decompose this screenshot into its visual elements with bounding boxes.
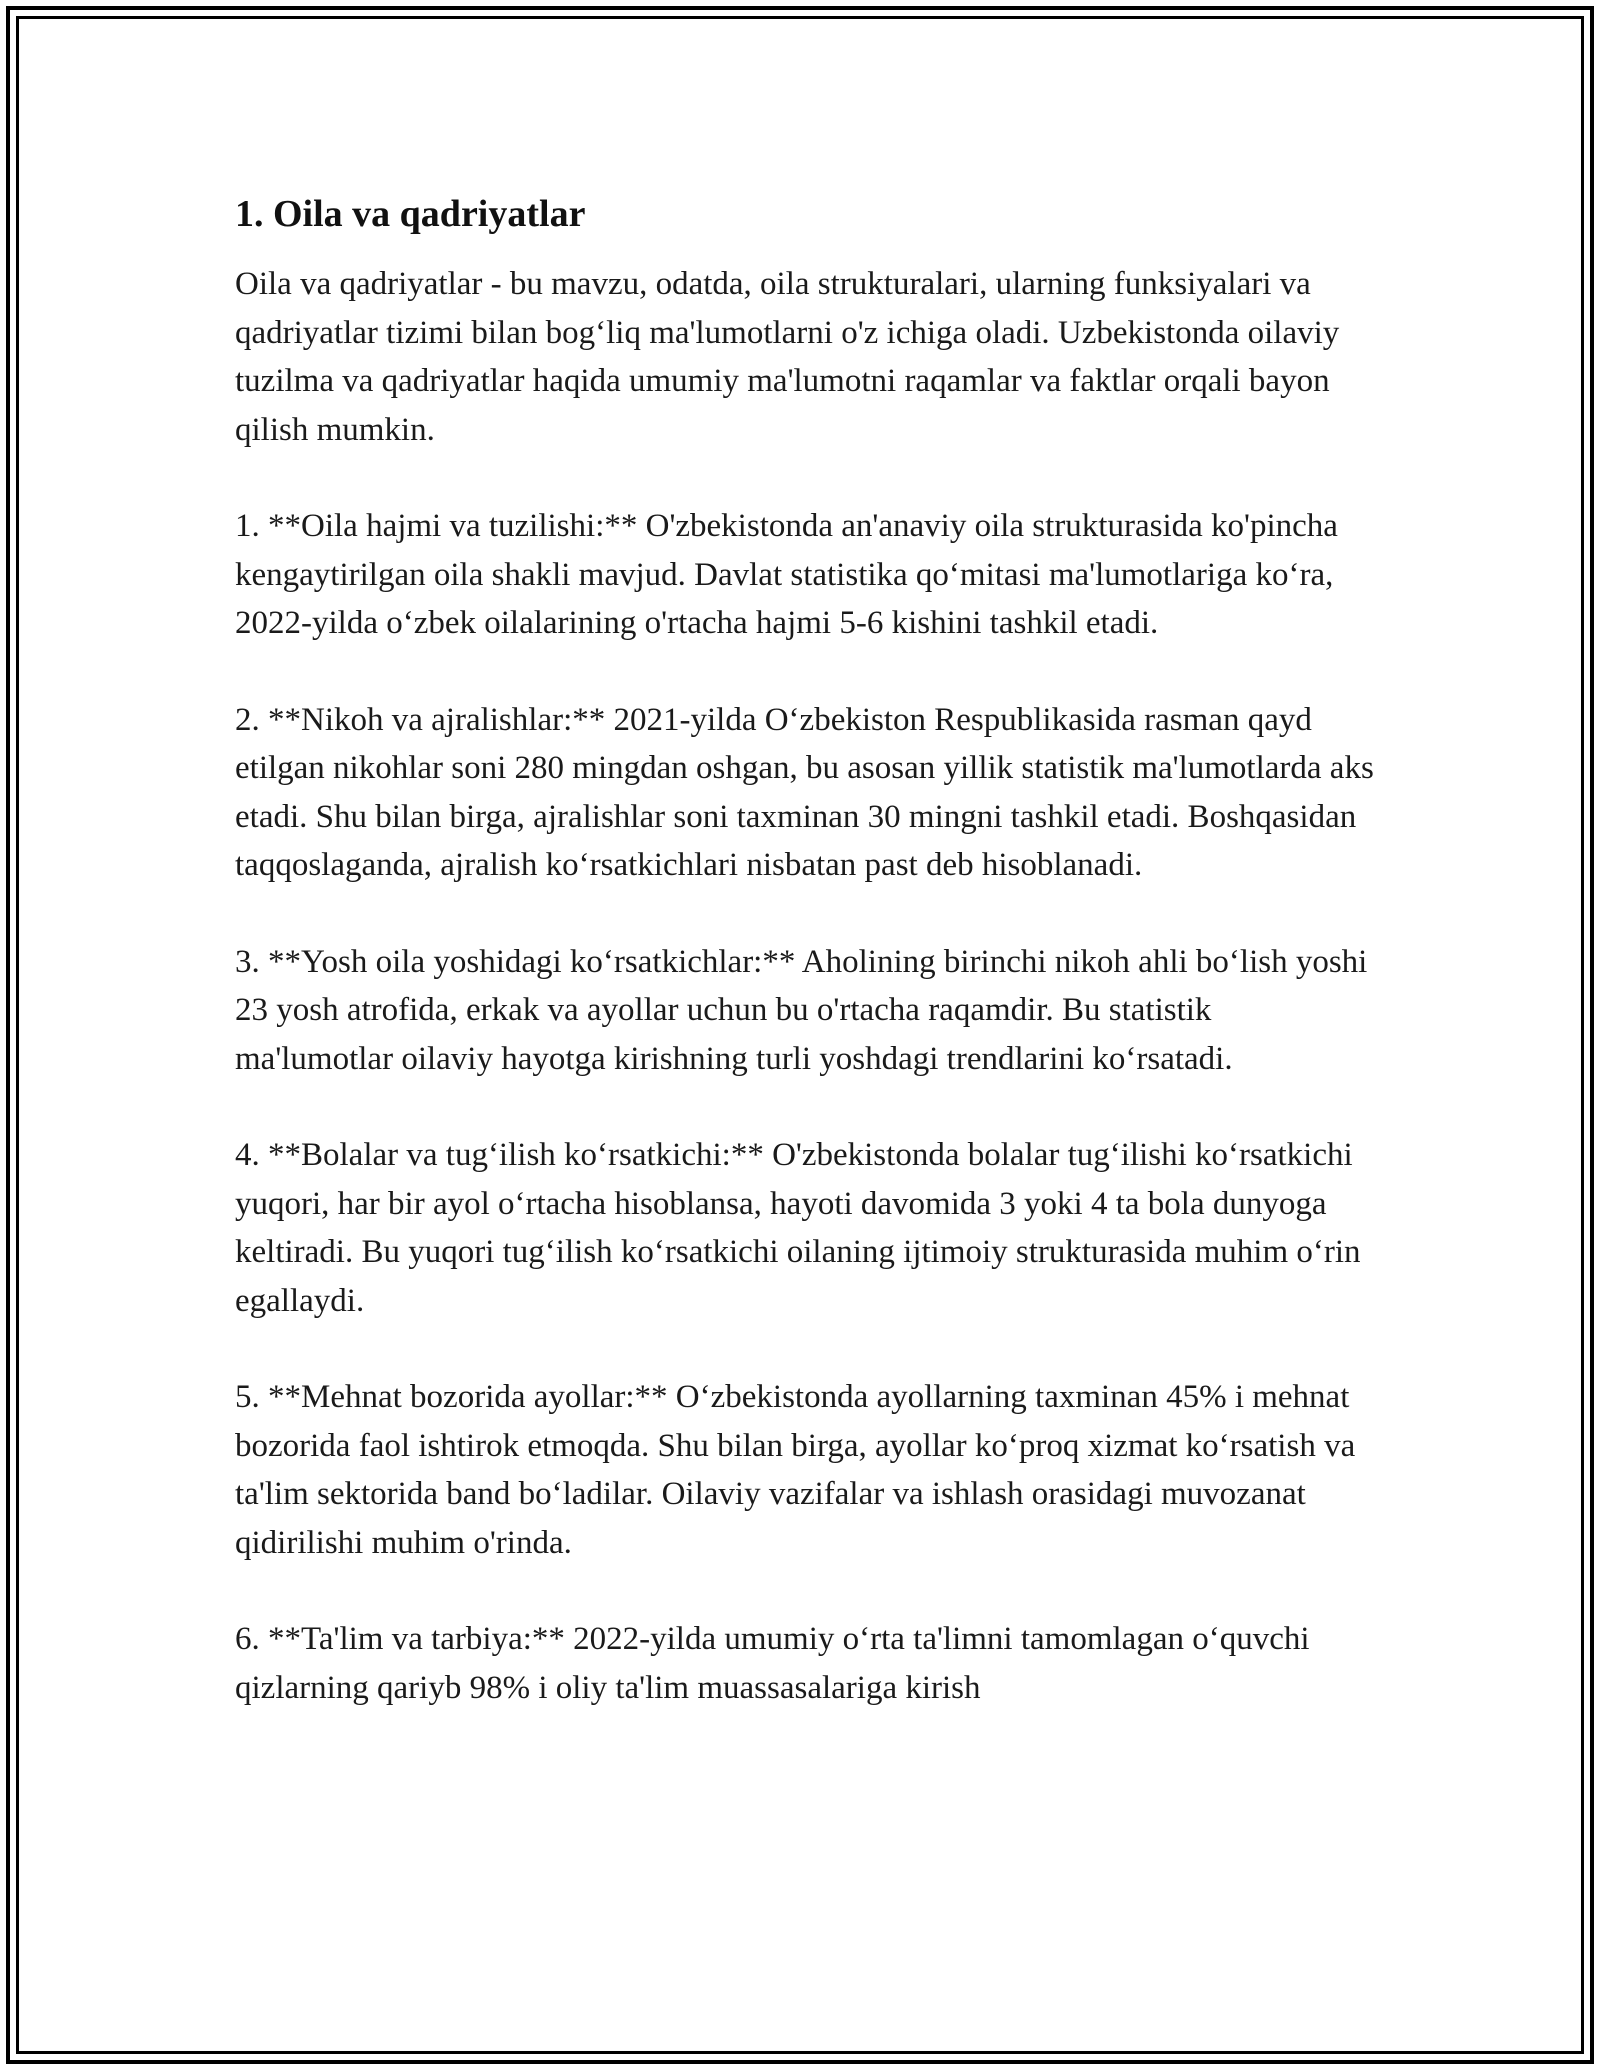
list-item-marriage-age: 3. **Yosh oila yoshidagi ko‘rsatkichlar:** Aholining birinchi nikoh ahli bo‘lish yoshi 23 yosh atrofida, erkak va ayollar uchun bu o'rtacha raqamdir. Bu statistik ma'lumotlar oilaviy hayotga kirishning turli yoshdagi trendlarini ko‘rsatadi.	[235, 943, 1368, 1077]
list-item-family-size: 1. **Oila hajmi va tuzilishi:** O'zbekistonda an'anaviy oila strukturasida ko'pincha kengaytirilgan oila shakli mavjud. Davlat statistika qo‘mitasi ma'lumotlariga ko‘ra, 2022-yilda o‘zbek oilalarining o'rtacha hajmi 5-6 kishini tashkil etadi.	[235, 508, 1338, 641]
intro-paragraph: Oila va qadriyatlar - bu mavzu, odatda, oila strukturalari, ularning funksiyalari va qadriyatlar tizimi bilan bog‘liq ma'lumotlarni o'z ichiga oladi. Uzbekistonda oilaviy tuzilma va qadriyatlar haqida umumiy ma'lumotni raqamlar va faktlar orqali bayon qilish mumkin.	[235, 266, 1340, 448]
section-heading: 1. Oila va qadriyatlar	[235, 193, 586, 235]
list-item-education: 6. **Ta'lim va tarbiya:** 2022-yilda umumiy o‘rta ta'limni tamomlagan o‘quvchi qizlarning qariyb 98% i oliy ta'lim muassasalariga kirish	[235, 1621, 1310, 1706]
document-body	[235, 188, 1375, 1712]
list-item-marriage-divorce: 2. **Nikoh va ajralishlar:** 2021-yilda O‘zbekiston Respublikasida rasman qayd etilgan nikohlar soni 280 mingdan oshgan, bu asosan yillik statistik ma'lumotlarda aks etadi. Shu bilan birga, ajralishlar soni taxminan 30 mingni tashkil etadi. Boshqasidan taqqoslaganda, ajralish ko‘rsatkichlari nisbatan past deb hisoblanadi.	[235, 701, 1374, 883]
list-item-women-labor: 5. **Mehnat bozorida ayollar:** O‘zbekistonda ayollarning taxminan 45% i mehnat bozorida faol ishtirok etmoqda. Shu bilan birga, ayollar ko‘proq xizmat ko‘rsatish va ta'lim sektorida band bo‘ladilar. Oilaviy vazifalar va ishlash orasidagi muvozanat qidirilishi muhim o'rinda.	[235, 1379, 1356, 1561]
list-item-birth-rate: 4. **Bolalar va tug‘ilish ko‘rsatkichi:** O'zbekistonda bolalar tug‘ilishi ko‘rsatkichi yuqori, har bir ayol o‘rtacha hisoblansa, hayoti davomida 3 yoki 4 ta bola dunyoga keltiradi. Bu yuqori tug‘ilish ko‘rsatkichi oilaning ijtimoiy strukturasida muhim o‘rin egallaydi.	[235, 1137, 1361, 1319]
